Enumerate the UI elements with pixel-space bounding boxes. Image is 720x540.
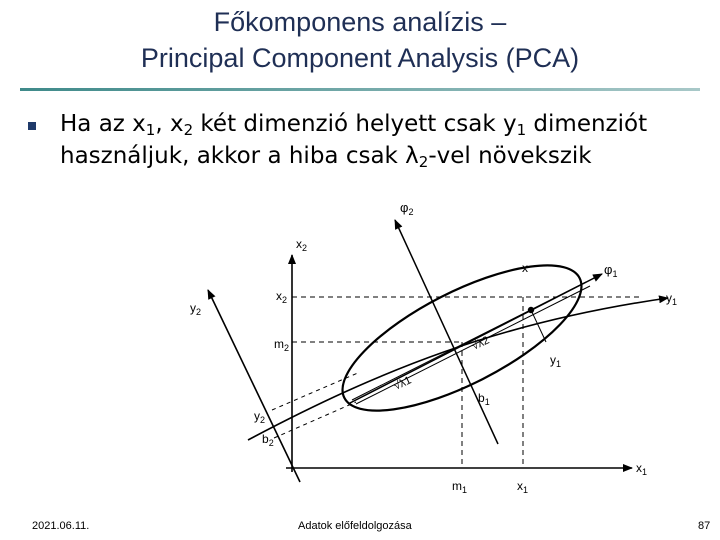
y1-axis-label: $y_1$ <box>666 291 678 307</box>
y2-axis-line <box>208 290 300 482</box>
bullet-sub: 1 <box>516 121 527 139</box>
x1-axis-label: $x_1$ <box>636 461 648 477</box>
phi2-label: $\varphi_2$ <box>400 200 414 217</box>
bullet-sub: 2 <box>183 121 194 139</box>
y1-axis-line <box>248 298 668 440</box>
title-line-1: Főkomponens analízis – <box>213 7 507 37</box>
x2-tick-label: $x_2$ <box>276 289 288 305</box>
bullet-part: -vel növekszik <box>428 143 592 169</box>
y2-tick-label: $y_2$ <box>254 409 266 425</box>
x2-axis-label: $x_2$ <box>296 237 308 253</box>
bullet-sub: 1 <box>145 121 156 139</box>
lambda2-label: √λ2 <box>470 334 492 353</box>
bullet-sub: 2 <box>418 153 429 171</box>
bullet-part: , x <box>155 111 184 137</box>
projection-line <box>531 310 546 342</box>
footer-title: Adatok előfeldolgozása <box>298 520 412 532</box>
b1-label: $b_1$ <box>478 391 490 407</box>
bullet-part: két dimenzió helyett csak y <box>193 111 517 137</box>
b2-tick-label: $b_2$ <box>262 432 274 448</box>
m2-tick-label: $m_2$ <box>274 337 290 353</box>
x1-tick-label: $x_1$ <box>517 479 529 495</box>
title-line-2: Principal Component Analysis (PCA) <box>140 43 580 73</box>
y2-axis-label: $y_2$ <box>190 301 202 317</box>
m1-tick-label: $m_1$ <box>452 479 468 495</box>
footer-page-number: 87 <box>698 520 711 532</box>
bullet-part: dimenziót használjuk, akkor a hiba csak λ <box>60 111 648 169</box>
phi2-axis-line <box>395 220 498 444</box>
x-point-label: x <box>522 261 528 275</box>
lambda1-label: √λ1 <box>392 374 414 393</box>
footer-date: 2021.06.11. <box>32 520 90 532</box>
y1-inner-label: $y_1$ <box>550 353 562 369</box>
bullet-part: Ha az x <box>60 111 146 137</box>
phi1-label: $\varphi_1$ <box>604 262 618 279</box>
